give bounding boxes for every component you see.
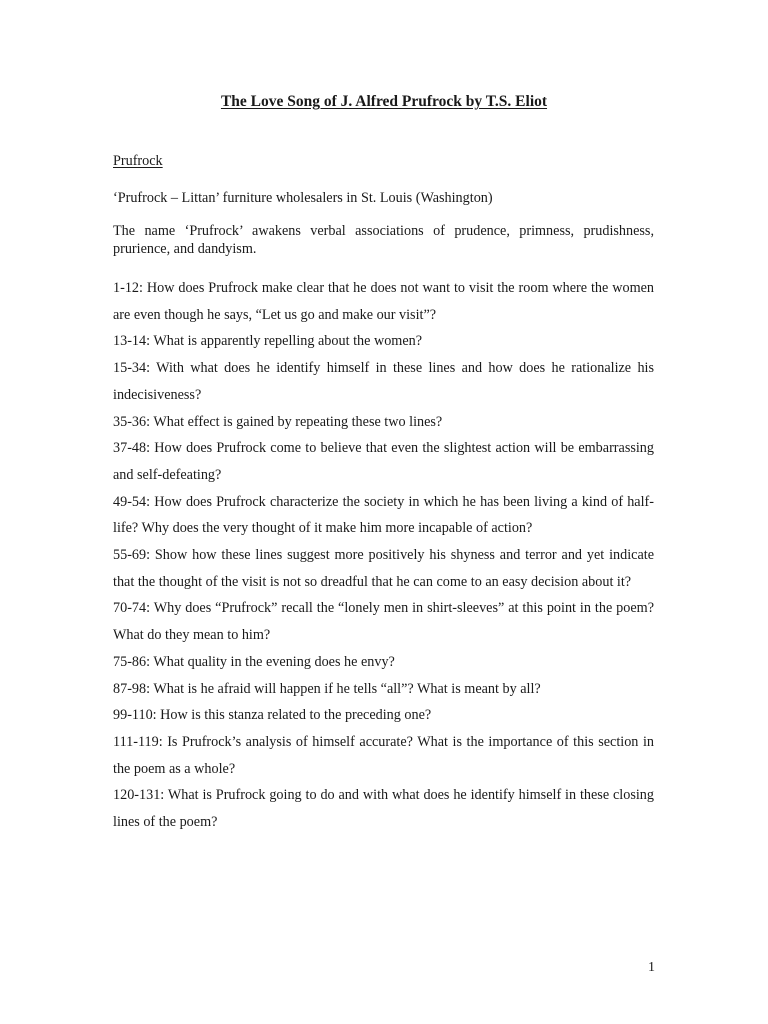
paragraph-furniture-note: ‘Prufrock – Littan’ furniture wholesalers in St. Louis (Washington) <box>113 190 493 206</box>
question-item: 120-131: What is Prufrock going to do and with what does he identify himself in these closing lines of the poem? <box>113 787 654 831</box>
question-item: 75-86: What quality in the evening does he envy? <box>113 653 395 670</box>
question-item: 49-54: How does Prufrock characterize the society in which he has been living a kind of half-life? Why does the very thought of it make him more incapable of action? <box>113 493 654 537</box>
page-number: 1 <box>648 960 655 975</box>
question-item: 111-119: Is Prufrock’s analysis of himself accurate? What is the importance of this section in the poem as a whole? <box>113 733 654 777</box>
question-item: 99-110: How is this stanza related to the preceding one? <box>113 707 432 724</box>
question-item: 15-34: With what does he identify himself in these lines and how does he rationalize his indecisiveness? <box>113 360 654 403</box>
question-item: 13-14: What is apparently repelling about the women? <box>113 333 423 350</box>
question-item: 37-48: How does Prufrock come to believe that even the slightest action will be embarrassing and self-defeating? <box>113 440 654 483</box>
document-body <box>113 151 654 836</box>
question-item: 1-12: How does Prufrock make clear that he does not want to visit the room where the women are even though he says, “Let us go and make our visit”? <box>113 280 654 323</box>
paragraph-name-associations: The name ‘Prufrock’ awakens verbal associations of prudence, primness, prudishness, prurience, and dandyism. <box>113 223 654 257</box>
question-item: 87-98: What is he afraid will happen if he tells “all”? What is meant by all? <box>113 680 541 697</box>
document-title: The Love Song of J. Alfred Prufrock by T.S. Eliot <box>220 93 548 110</box>
question-item: 35-36: What effect is gained by repeating these two lines? <box>113 413 443 430</box>
question-item: 55-69: Show how these lines suggest more positively his shyness and terror and yet indicate that the thought of the visit is not so dreadful that he can come to an easy decision about it? <box>113 547 654 590</box>
section-heading: Prufrock <box>113 153 163 169</box>
study-questions-list <box>113 275 654 836</box>
question-item: 70-74: Why does “Prufrock” recall the “lonely men in shirt-sleeves” at this point in the poem? What do they mean to him? <box>113 600 654 644</box>
